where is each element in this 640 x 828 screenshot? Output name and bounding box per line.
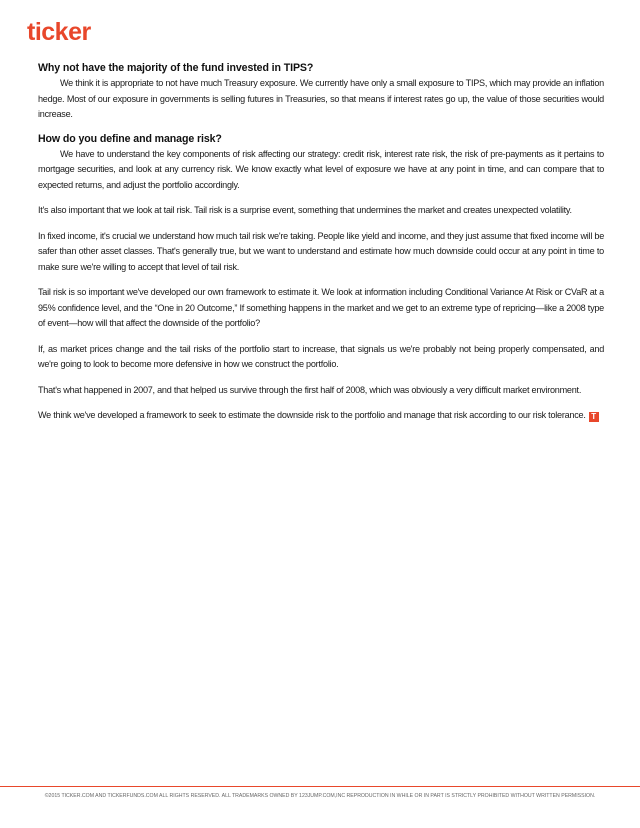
answer-paragraph: Tail risk is so important we've developed our own framework to estimate it. We look at information including Conditional Variance At Risk or CVaR at a 95% confidence level, and the “One in 20 Outcome,” If something happens in the market and we get to an extreme type of repricing—like a 2008 type of event—how will that affect the downside of the portfolio?	[38, 287, 604, 328]
ticker-end-mark-icon: T	[589, 412, 599, 422]
answer-paragraph: We have to understand the key components of risk affecting our strategy: credit risk, interest rate risk, the risk of pre-payments as it pertains to mortgage securities, and look at any currency risk. We know exactly what level of exposure we have at any point in time, and can compare that to expected returns, and adjust the portfolio accordingly.	[38, 148, 604, 190]
answer-paragraph: That's what happened in 2007, and that helped us survive through the first half of 2008, which was obviously a very difficult market environment.	[38, 384, 582, 395]
answer-paragraph: If, as market prices change and the tail risks of the portfolio start to increase, that signals us we're probably not being properly compensated, and we're going to look to become more defensive in how we construct the portfolio.	[38, 343, 604, 369]
article-body	[38, 60, 604, 434]
question-heading-risk: How do you define and manage risk?	[38, 132, 222, 145]
answer-paragraph: We think it is appropriate to not have much Treasury exposure. We currently have only a small exposure to TIPS, which may provide an inflation hedge. Most of our exposure in governments is selling futures in Treasuries, so that means if interest rates go up, the value of those securities would increase.	[38, 78, 604, 119]
question-heading-tips: Why not have the majority of the fund invested in TIPS?	[38, 62, 314, 74]
footer-divider	[0, 786, 640, 787]
answer-paragraph: It's also important that we look at tail risk. Tail risk is a surprise event, something that undermines the market and creates unexpected volatility.	[38, 205, 572, 215]
closing-paragraph	[38, 408, 604, 424]
closing-text: We think we've developed a framework to seek to estimate the downside risk to the portfolio and manage that risk according to our risk tolerance.	[38, 410, 586, 420]
answer-paragraph: In fixed income, it's crucial we understand how much tail risk we're taking. People like yield and income, and they just assume that fixed income will be safer than other asset classes. That's generally true, but we want to understand and estimate how much downside could occur at any point in time to make sure we're willing to accept that level of tail risk.	[38, 230, 604, 272]
footer-copyright: ©2015 TICKER.COM AND TICKERFUNDS.COM ALL RIGHTS RESERVED. ALL TRADEMARKS OWNED BY 123JUMP.COM,INC REPRODUCTION IN WHILE OR IN PART IS STRICTLY PROHIBITED WITHOUT WRITTEN PERMISSION.	[44, 793, 596, 799]
ticker-logo[interactable]: ticker	[27, 18, 91, 46]
